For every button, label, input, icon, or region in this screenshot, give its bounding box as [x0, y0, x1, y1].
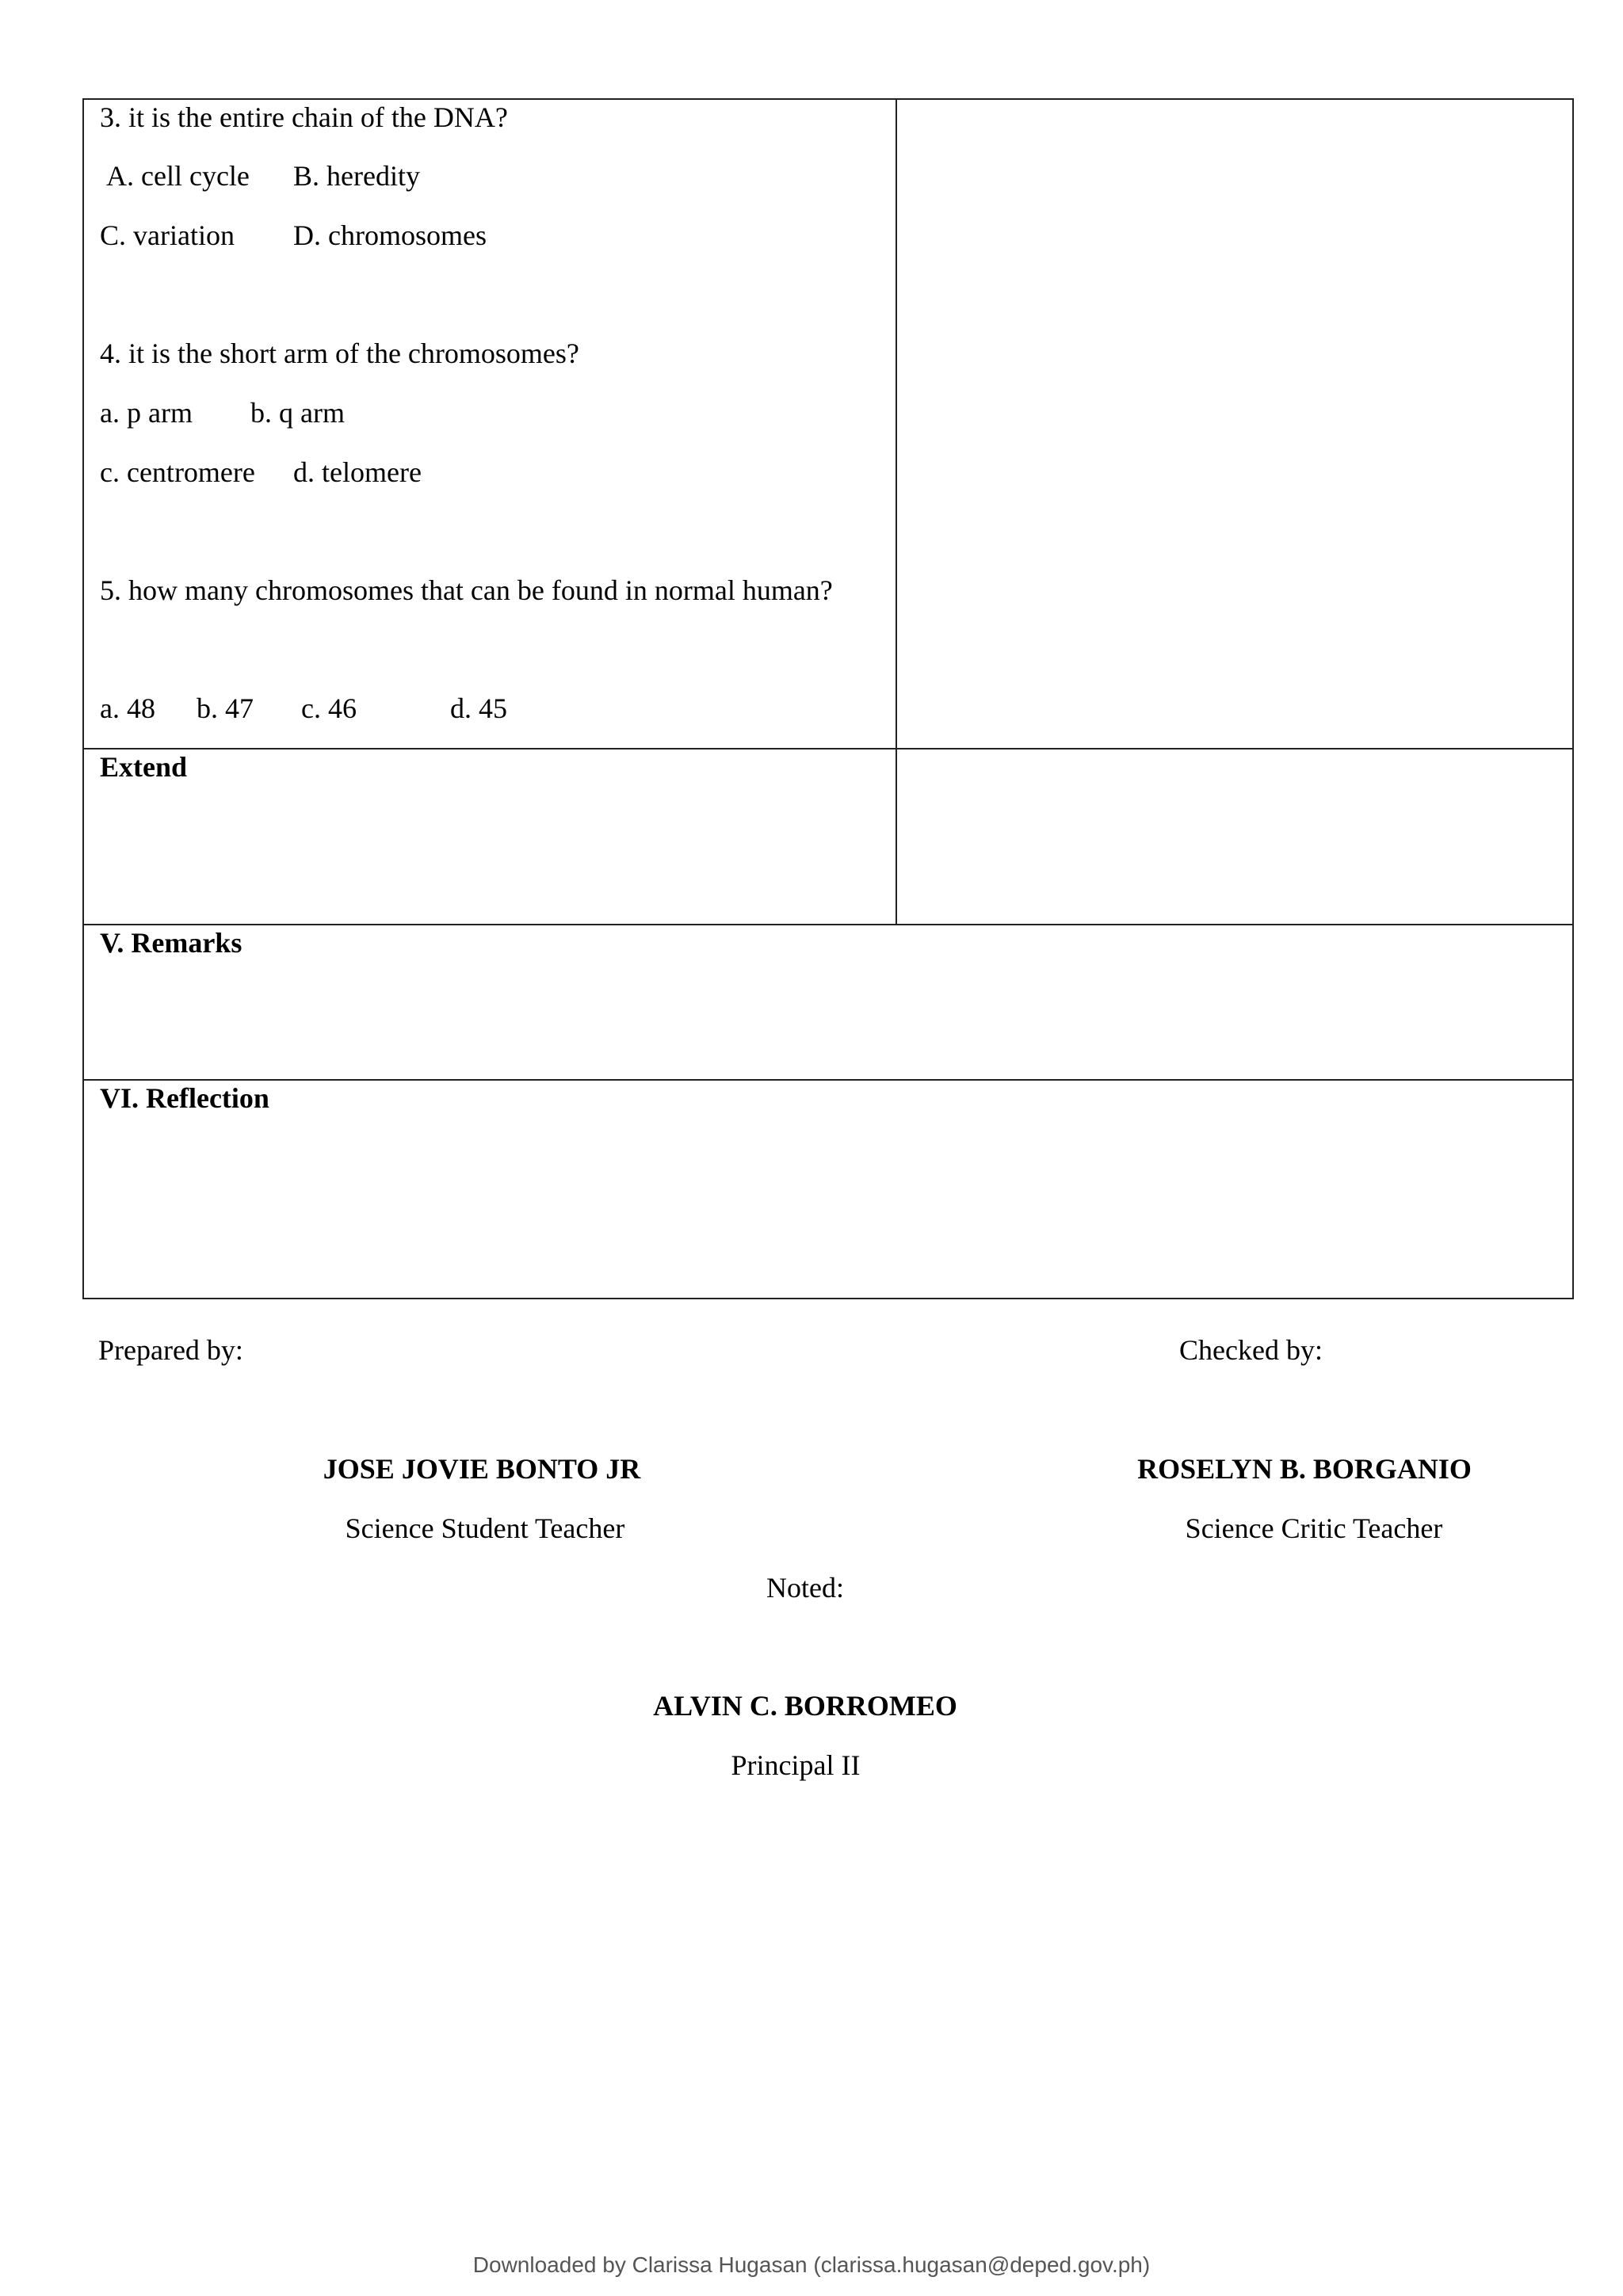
question-5-option-b: b. 47	[197, 692, 254, 724]
question-5-option-c: c. 46	[301, 692, 357, 724]
checker-title: Science Critic Teacher	[1185, 1512, 1443, 1544]
question-3-stem: 3. it is the entire chain of the DNA?	[100, 101, 508, 133]
question-4-option-b: b. q arm	[250, 397, 345, 429]
download-footer: Downloaded by Clarissa Hugasan (clarissa.hugasan@deped.gov.ph)	[472, 2252, 1151, 2277]
preparer-name: JOSE JOVIE BONTO JR	[323, 1453, 641, 1485]
question-5-option-d: d. 45	[450, 692, 507, 724]
evaluate-row	[84, 100, 1572, 749]
question-3-option-b: B. heredity	[293, 160, 420, 192]
checked-by-label: Checked by:	[1179, 1334, 1323, 1366]
reflection-row	[84, 1081, 1572, 1298]
question-3-option-a: A. cell cycle	[106, 160, 250, 192]
question-3-option-d: D. chromosomes	[293, 219, 487, 251]
remarks-row	[84, 925, 1572, 1081]
remarks-heading: V. Remarks	[100, 927, 242, 959]
prepared-by-label: Prepared by:	[98, 1334, 243, 1366]
question-3-option-c: C. variation	[100, 219, 235, 251]
lesson-plan-table	[82, 98, 1574, 1299]
question-4-stem: 4. it is the short arm of the chromosomes?	[100, 338, 579, 369]
reflection-heading: VI. Reflection	[100, 1082, 269, 1114]
noter-name: ALVIN C. BORROMEO	[653, 1690, 957, 1722]
noted-label: Noted:	[766, 1572, 844, 1604]
question-4-option-c: c. centromere	[100, 456, 255, 488]
question-4-option-d: d. telomere	[293, 456, 422, 488]
extend-row	[84, 749, 1572, 925]
question-4-option-a: a. p arm	[100, 397, 193, 429]
preparer-title: Science Student Teacher	[345, 1512, 625, 1544]
noter-title: Principal II	[731, 1749, 861, 1781]
question-5-option-a: a. 48	[100, 692, 155, 724]
question-5-stem: 5. how many chromosomes that can be found in normal human?	[100, 574, 833, 606]
extend-heading: Extend	[100, 751, 188, 783]
checker-name: ROSELYN B. BORGANIO	[1137, 1453, 1472, 1485]
